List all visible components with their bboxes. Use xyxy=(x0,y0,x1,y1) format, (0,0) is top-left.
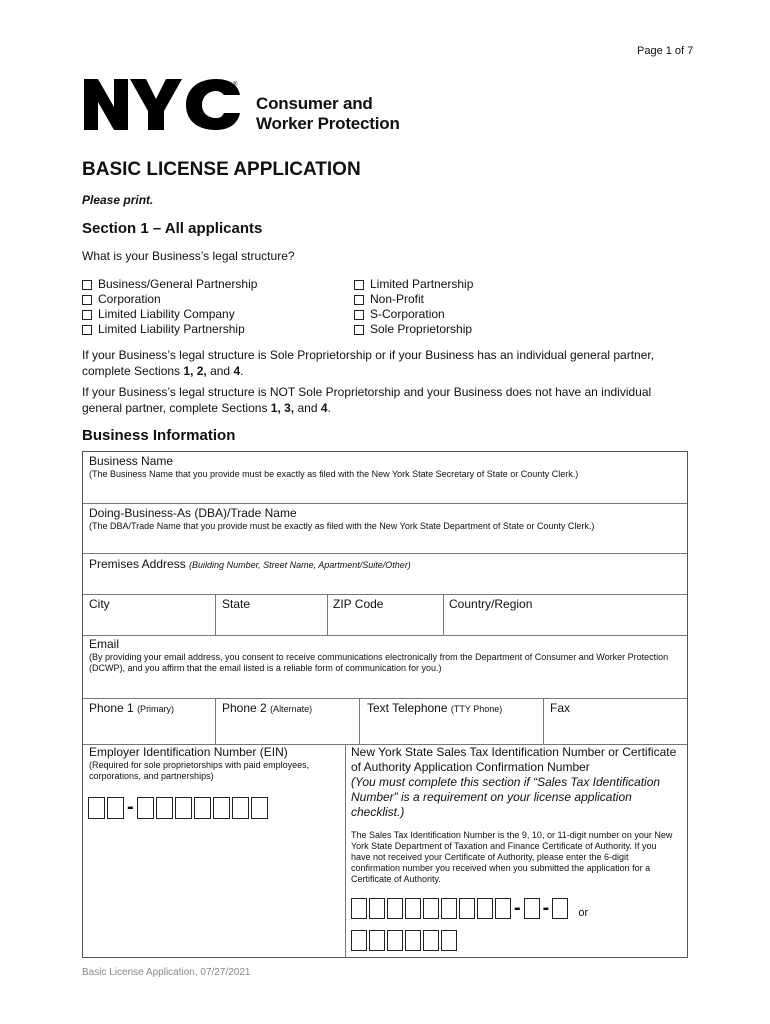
option-limited-partnership[interactable]: Limited Partnership xyxy=(354,277,473,292)
checkbox[interactable] xyxy=(82,295,92,305)
phone1-label: Phone 1 (Primary) xyxy=(89,701,175,715)
digit-box[interactable] xyxy=(441,930,457,951)
instructions-paragraph-1: If your Business’s legal structure is Sole Proprietorship or if your Business has an individual general partner, complete Sections 1, 2, and 4. xyxy=(82,348,655,378)
option-llp[interactable]: Limited Liability Partnership xyxy=(82,322,257,337)
business-information-form xyxy=(82,451,688,958)
digit-box[interactable] xyxy=(175,797,192,819)
option-corporation[interactable]: Corporation xyxy=(82,292,257,307)
checkbox[interactable] xyxy=(82,310,92,320)
digit-box[interactable] xyxy=(441,898,457,919)
country-label: Country/Region xyxy=(449,597,533,611)
phone2-field[interactable] xyxy=(219,718,355,740)
digit-box[interactable] xyxy=(107,797,124,819)
premises-address-label: Premises Address (Building Number, Street Name, Apartment/Suite/Other) xyxy=(89,557,411,571)
digit-box[interactable] xyxy=(251,797,268,819)
digit-box[interactable] xyxy=(351,898,367,919)
state-label: State xyxy=(222,597,251,611)
option-general-partnership[interactable]: Business/General Partnership xyxy=(82,277,257,292)
digit-box[interactable] xyxy=(477,898,493,919)
premises-address-field[interactable] xyxy=(89,572,679,592)
digit-box[interactable] xyxy=(369,930,385,951)
legal-structure-options-left xyxy=(82,277,257,337)
option-non-profit[interactable]: Non-Profit xyxy=(354,292,473,307)
digit-box[interactable] xyxy=(137,797,154,819)
digit-box[interactable] xyxy=(194,797,211,819)
instructions-paragraph-2: If your Business’s legal structure is NOT Sole Proprietorship and your Business does not have an individual general partner, complete Sections 1, 3, and 4. xyxy=(82,385,652,415)
digit-box[interactable] xyxy=(232,797,249,819)
fax-field[interactable] xyxy=(547,718,683,740)
tty-label: Text Telephone (TTY Phone) xyxy=(367,701,503,715)
digit-box[interactable] xyxy=(387,930,403,951)
section-1-heading: Section 1 – All applicants xyxy=(82,220,263,237)
digit-box[interactable] xyxy=(156,797,173,819)
digit-box[interactable] xyxy=(213,797,230,819)
business-name-note: (The Business Name that you provide must be exactly as filed with the New York State Secretary of State or County Clerk.) xyxy=(89,469,579,479)
checkbox[interactable] xyxy=(354,295,364,305)
business-name-field[interactable] xyxy=(89,482,679,501)
city-field[interactable] xyxy=(87,612,211,632)
digit-box[interactable] xyxy=(88,797,105,819)
confirmation-digit-boxes[interactable] xyxy=(351,930,459,951)
business-information-heading: Business Information xyxy=(82,427,236,444)
email-note: (By providing your email address, you consent to receive communications electronically from the Department of Consumer and Worker Protection (DCWP), and you affirm that the email listed is a reliable form of communication for you.) xyxy=(89,652,669,673)
checkbox[interactable] xyxy=(354,325,364,335)
sales-tax-description: The Sales Tax Identification Number is the 9, 10, or 11-digit number on your New York State Department of Taxation and Finance Certificate of Authority. If you have not received your Certificate of Authority, please enter the 6-digit confirmation number you received when you submitted the application for a Certificate of Authority. xyxy=(351,830,673,884)
zip-label: ZIP Code xyxy=(333,597,384,611)
digit-box[interactable] xyxy=(423,898,439,919)
dba-field[interactable] xyxy=(89,534,679,551)
sales-tax-note: (You must complete this section if “Sales Tax Identification Number” is a requirement on your license application checklist.) xyxy=(351,775,661,819)
dba-note: (The DBA/Trade Name that you provide must be exactly as filed with the New York State Department of State or County Clerk.) xyxy=(89,521,595,531)
phone2-label: Phone 2 (Alternate) xyxy=(222,701,313,715)
digit-box[interactable] xyxy=(387,898,403,919)
zip-field[interactable] xyxy=(331,612,439,632)
email-label: Email xyxy=(89,637,120,651)
city-label: City xyxy=(89,597,110,611)
option-s-corporation[interactable]: S-Corporation xyxy=(354,307,473,322)
sales-tax-digit-boxes[interactable]: - - or xyxy=(351,897,588,920)
fax-label: Fax xyxy=(550,701,571,715)
digit-box[interactable] xyxy=(552,898,568,919)
country-field[interactable] xyxy=(447,612,683,632)
option-llc[interactable]: Limited Liability Company xyxy=(82,307,257,322)
ein-digit-boxes[interactable]: - xyxy=(88,796,270,819)
footer-text: Basic License Application, 07/27/2021 xyxy=(82,967,251,978)
department-name xyxy=(256,94,400,134)
digit-box[interactable] xyxy=(405,898,421,919)
legal-structure-options-right xyxy=(354,277,473,337)
digit-box[interactable] xyxy=(495,898,511,919)
checkbox[interactable] xyxy=(82,325,92,335)
digit-box[interactable] xyxy=(369,898,385,919)
digit-box[interactable] xyxy=(351,930,367,951)
state-field[interactable] xyxy=(219,612,323,632)
digit-box[interactable] xyxy=(524,898,540,919)
phone1-field[interactable] xyxy=(87,718,211,740)
dba-label: Doing-Business-As (DBA)/Trade Name xyxy=(89,506,297,520)
checkbox[interactable] xyxy=(354,280,364,290)
ein-label: Employer Identification Number (EIN) xyxy=(89,745,288,759)
page-number: Page 1 of 7 xyxy=(637,45,694,57)
checkbox[interactable] xyxy=(82,280,92,290)
digit-box[interactable] xyxy=(405,930,421,951)
sales-tax-label: New York State Sales Tax Identification Number or Certificate of Authority Application Confirmation Number xyxy=(351,745,677,774)
legal-structure-question: What is your Business’s legal structure? xyxy=(82,249,295,263)
digit-box[interactable] xyxy=(459,898,475,919)
business-name-label: Business Name xyxy=(89,454,174,468)
dept-line-1: Consumer and xyxy=(256,94,373,113)
svg-text:®: ® xyxy=(233,82,238,88)
or-text: or xyxy=(578,906,589,919)
instruction-text: Please print. xyxy=(82,193,154,207)
dept-line-2: Worker Protection xyxy=(256,114,400,133)
checkbox[interactable] xyxy=(354,310,364,320)
nyc-logo xyxy=(82,77,244,132)
tty-field[interactable] xyxy=(363,718,539,740)
option-sole-proprietorship[interactable]: Sole Proprietorship xyxy=(354,322,473,337)
email-field[interactable] xyxy=(89,677,679,696)
ein-note: (Required for sole proprietorships with paid employees, corporations, and partnerships) xyxy=(89,760,310,781)
page-title: BASIC LICENSE APPLICATION xyxy=(82,159,361,180)
digit-box[interactable] xyxy=(423,930,439,951)
